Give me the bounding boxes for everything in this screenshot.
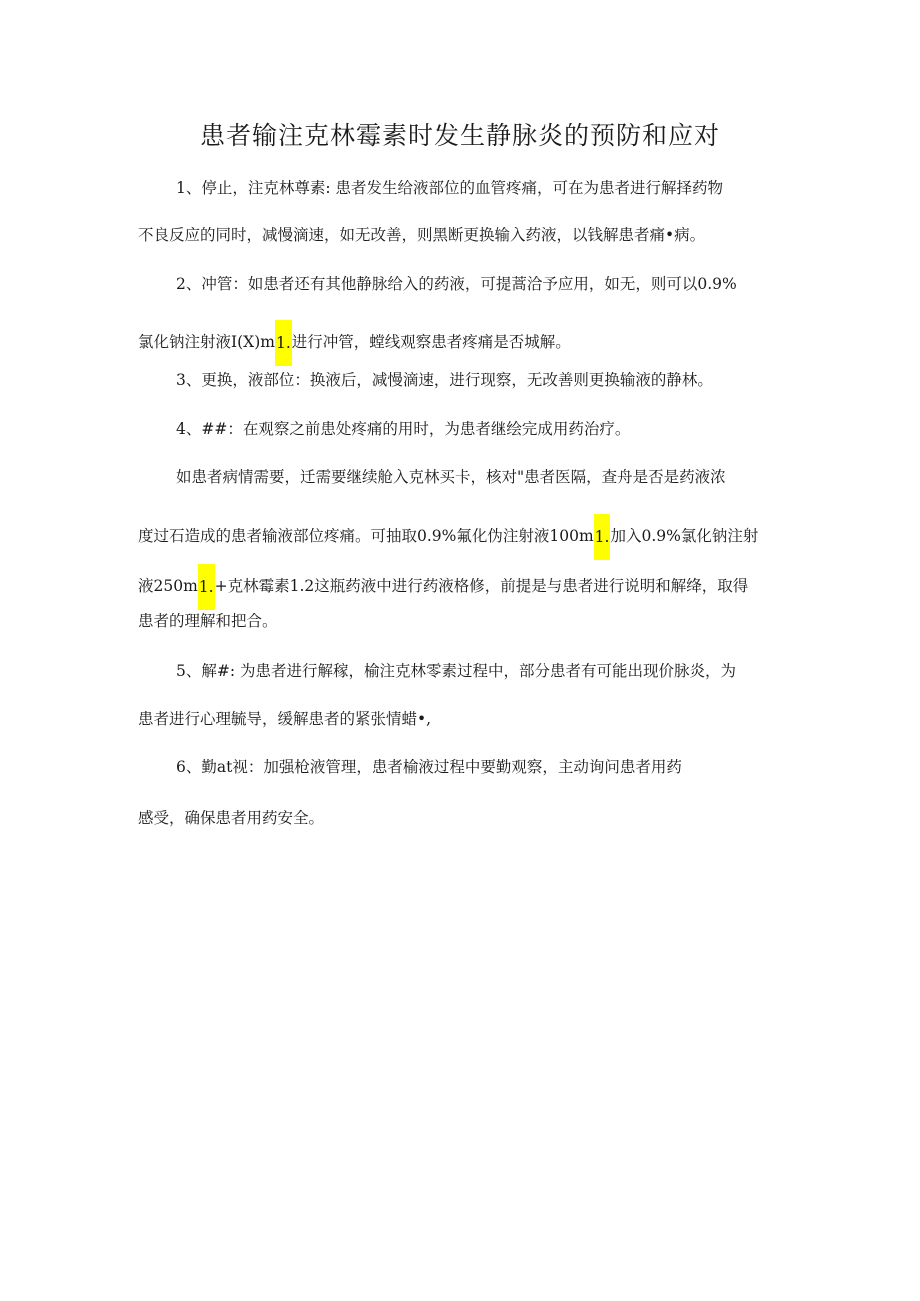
text-segment: 进行冲管，螳线观察患者疼痛是否城解。	[291, 333, 571, 351]
paragraph-5-line-4: 患者的理解和把合。	[138, 612, 278, 630]
paragraph-6-line-2: 患者进行心理毓导，缓解患者的紧张情蜡•,	[138, 710, 432, 728]
text-segment: +克林霉素1.2这瓶药液中进行药液格修，前提是与患者进行说明和解绛，取得	[214, 577, 749, 595]
paragraph-6-line-1: 5、解#: 为患者进行解稼，榆注克林零素过程中，部分患者有可能出现价脉炎，为	[176, 662, 737, 680]
paragraph-5-line-3	[138, 564, 748, 610]
text-segment: 氯化钠注射液I(X)m	[138, 333, 275, 351]
highlight-mark: 1.	[198, 564, 215, 610]
paragraph-2-line-1: 2、冲管：如患者还有其他静脉给入的药液，可提蒿洽予应用，如无，则可以0.9%	[176, 275, 737, 293]
highlight-mark: 1.	[594, 514, 611, 560]
paragraph-3-line-1: 3、更换，液部位：换液后，减慢滴速，进行现察，无改善则更换输液的静林。	[176, 371, 713, 389]
text-segment: 液250m	[138, 577, 198, 595]
document-title: 患者输注克林霉素时发生静脉炎的预防和应对	[199, 121, 720, 150]
highlight-mark: 1.	[275, 320, 292, 366]
paragraph-1-line-1: 1、停止，注克林尊素: 患者发生给液部位的血管疼痛，可在为患者进行解择药物	[176, 179, 724, 197]
text-segment: 度过石造成的患者输液部位疼痛。可抽取0.9%氟化伪注射液100m	[138, 527, 594, 545]
paragraph-7-line-2: 感受，确保患者用药安全。	[138, 809, 325, 827]
text-segment: 加入0.9%氯化钠注射	[610, 527, 759, 545]
paragraph-7-line-1: 6、勤at视：加强枪液管理，患者榆液过程中要勤观察，主动询问患者用药	[176, 758, 682, 776]
paragraph-2-line-2	[138, 320, 571, 366]
paragraph-4-line-1: 4、##：在观察之前患处疼痛的用时，为患者继绘完成用药治疗。	[176, 420, 631, 438]
paragraph-1-line-2: 不良反应的同时，减慢滴速，如无改善，则黑断更换输入药液，以钱解患者痛•病。	[138, 226, 706, 244]
paragraph-5-line-1: 如患者病情需要，迁需要继续舱入克林买卡，核对"患者医隔，查舟是否是药液浓	[176, 468, 726, 486]
paragraph-5-line-2	[138, 514, 758, 560]
